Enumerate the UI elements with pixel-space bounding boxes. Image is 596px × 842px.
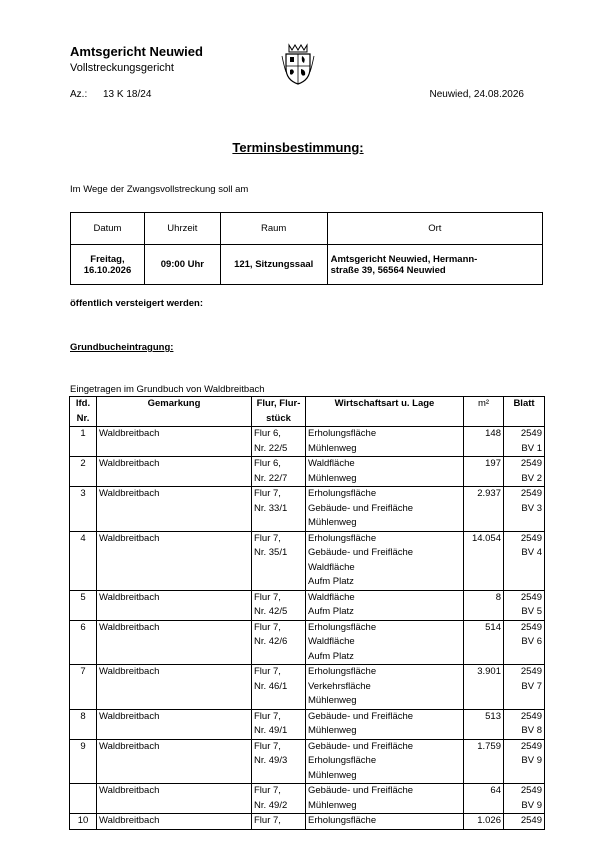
cell-nr: 6 [70,620,97,665]
table-row [70,709,545,739]
cell-wirtschaftsart: Erholungsfläche Verkehrsfläche Mühlenweg [306,665,464,710]
cell-nr: 5 [70,590,97,620]
cell-wirtschaftsart: Waldfläche Mühlenweg [306,457,464,487]
cell-flur: Flur 6, Nr. 22/5 [252,427,306,457]
cell-gemarkung: Waldbreitbach [97,427,252,457]
cell-nr: 4 [70,531,97,590]
cell-flur: Flur 7, Nr. 42/6 [252,620,306,665]
cell-gemarkung: Waldbreitbach [97,487,252,532]
header-flur: Flur, Flur- stück [252,397,306,427]
cell-flur: Flur 6, Nr. 22/7 [252,457,306,487]
court-subtitle: Vollstreckungsgericht [70,62,174,74]
cell-blatt: 2549 BV 3 [504,487,545,532]
cell-blatt: 2549 [504,814,545,830]
cell-wirtschaftsart: Gebäude- und Freifläche Mühlenweg [306,784,464,814]
document-title: Terminsbestimmung: [232,140,364,155]
cell-blatt: 2549 BV 6 [504,620,545,665]
cell-flur: Flur 7, [252,814,306,830]
cell-blatt: 2549 BV 7 [504,665,545,710]
cell-blatt: 2549 BV 2 [504,457,545,487]
court-name: Amtsgericht Neuwied [70,44,203,59]
cell-m2: 513 [464,709,504,739]
cell-flur: Flur 7, Nr. 42/5 [252,590,306,620]
header-wirtschaftsart: Wirtschaftsart u. Lage [306,397,464,427]
auction-text: öffentlich versteigert werden: [70,298,204,309]
cell-gemarkung: Waldbreitbach [97,784,252,814]
header-lfd-nr: lfd. Nr. [70,397,97,427]
cell-gemarkung: Waldbreitbach [97,665,252,710]
cell-nr: 7 [70,665,97,710]
appointment-date: Freitag, 16.10.2026 [71,245,145,285]
cell-flur: Flur 7, Nr. 49/2 [252,784,306,814]
appointment-table [70,212,543,285]
header-blatt: Blatt [504,397,545,427]
cell-gemarkung: Waldbreitbach [97,457,252,487]
cell-gemarkung: Waldbreitbach [97,814,252,830]
coat-of-arms-icon [280,42,316,86]
table-row [70,531,545,590]
cell-gemarkung: Waldbreitbach [97,590,252,620]
cell-wirtschaftsart: Gebäude- und Freifläche Erholungsfläche Mühlenweg [306,739,464,784]
cell-blatt: 2549 BV 8 [504,709,545,739]
cell-m2: 148 [464,427,504,457]
cell-m2: 64 [464,784,504,814]
cell-wirtschaftsart: Waldfläche Aufm Platz [306,590,464,620]
table-row [70,739,545,784]
header-m2: m² [464,397,504,427]
header-uhrzeit: Uhrzeit [144,213,220,245]
cell-wirtschaftsart: Gebäude- und Freifläche Mühlenweg [306,709,464,739]
cell-gemarkung: Waldbreitbach [97,531,252,590]
cell-blatt: 2549 BV 9 [504,739,545,784]
cell-m2: 1.026 [464,814,504,830]
appointment-time: 09:00 Uhr [144,245,220,285]
cell-flur: Flur 7, Nr. 49/3 [252,739,306,784]
cell-gemarkung: Waldbreitbach [97,739,252,784]
cell-wirtschaftsart: Erholungsfläche Waldfläche Aufm Platz [306,620,464,665]
cell-blatt: 2549 BV 5 [504,590,545,620]
cell-gemarkung: Waldbreitbach [97,709,252,739]
cell-blatt: 2549 BV 1 [504,427,545,457]
cell-nr: 8 [70,709,97,739]
cell-m2: 197 [464,457,504,487]
cell-flur: Flur 7, Nr. 33/1 [252,487,306,532]
table-row [70,457,545,487]
cell-wirtschaftsart: Erholungsfläche Gebäude- und Freifläche Mühlenweg [306,487,464,532]
cell-flur: Flur 7, Nr. 35/1 [252,531,306,590]
table-row [70,427,545,457]
cell-nr: 10 [70,814,97,830]
cell-blatt: 2549 BV 4 [504,531,545,590]
cell-wirtschaftsart: Erholungsfläche Gebäude- und Freifläche Waldfläche Aufm Platz [306,531,464,590]
cell-nr: 1 [70,427,97,457]
cell-gemarkung: Waldbreitbach [97,620,252,665]
cell-blatt: 2549 BV 9 [504,784,545,814]
cell-m2: 1.759 [464,739,504,784]
cell-m2: 14.054 [464,531,504,590]
case-number-label: Az.: [70,89,88,100]
header-datum: Datum [71,213,145,245]
grundbuch-heading: Grundbucheintragung: [70,342,174,353]
header-raum: Raum [220,213,327,245]
table-row [70,487,545,532]
table-row [70,590,545,620]
grundbuch-intro: Eingetragen im Grundbuch von Waldbreitbach [70,384,265,395]
appointment-location: Amtsgericht Neuwied, Hermann- straße 39, 56564 Neuwied [327,245,542,285]
table-row [70,784,545,814]
cell-flur: Flur 7, Nr. 46/1 [252,665,306,710]
place-date: Neuwied, 24.08.2026 [429,89,524,100]
cell-nr: 3 [70,487,97,532]
table-row [70,620,545,665]
appointment-room: 121, Sitzungssaal [220,245,327,285]
land-register-table [69,396,545,830]
header-ort: Ort [327,213,542,245]
cell-nr: 2 [70,457,97,487]
table-row [70,814,545,830]
cell-m2: 3.901 [464,665,504,710]
cell-nr [70,784,97,814]
intro-text: Im Wege der Zwangsvollstreckung soll am [70,184,249,195]
cell-m2: 2.937 [464,487,504,532]
cell-m2: 514 [464,620,504,665]
header-gemarkung: Gemarkung [97,397,252,427]
cell-wirtschaftsart: Erholungsfläche Mühlenweg [306,427,464,457]
cell-wirtschaftsart: Erholungsfläche [306,814,464,830]
table-row [70,665,545,710]
case-number: 13 K 18/24 [103,89,152,100]
cell-flur: Flur 7, Nr. 49/1 [252,709,306,739]
cell-m2: 8 [464,590,504,620]
cell-nr: 9 [70,739,97,784]
